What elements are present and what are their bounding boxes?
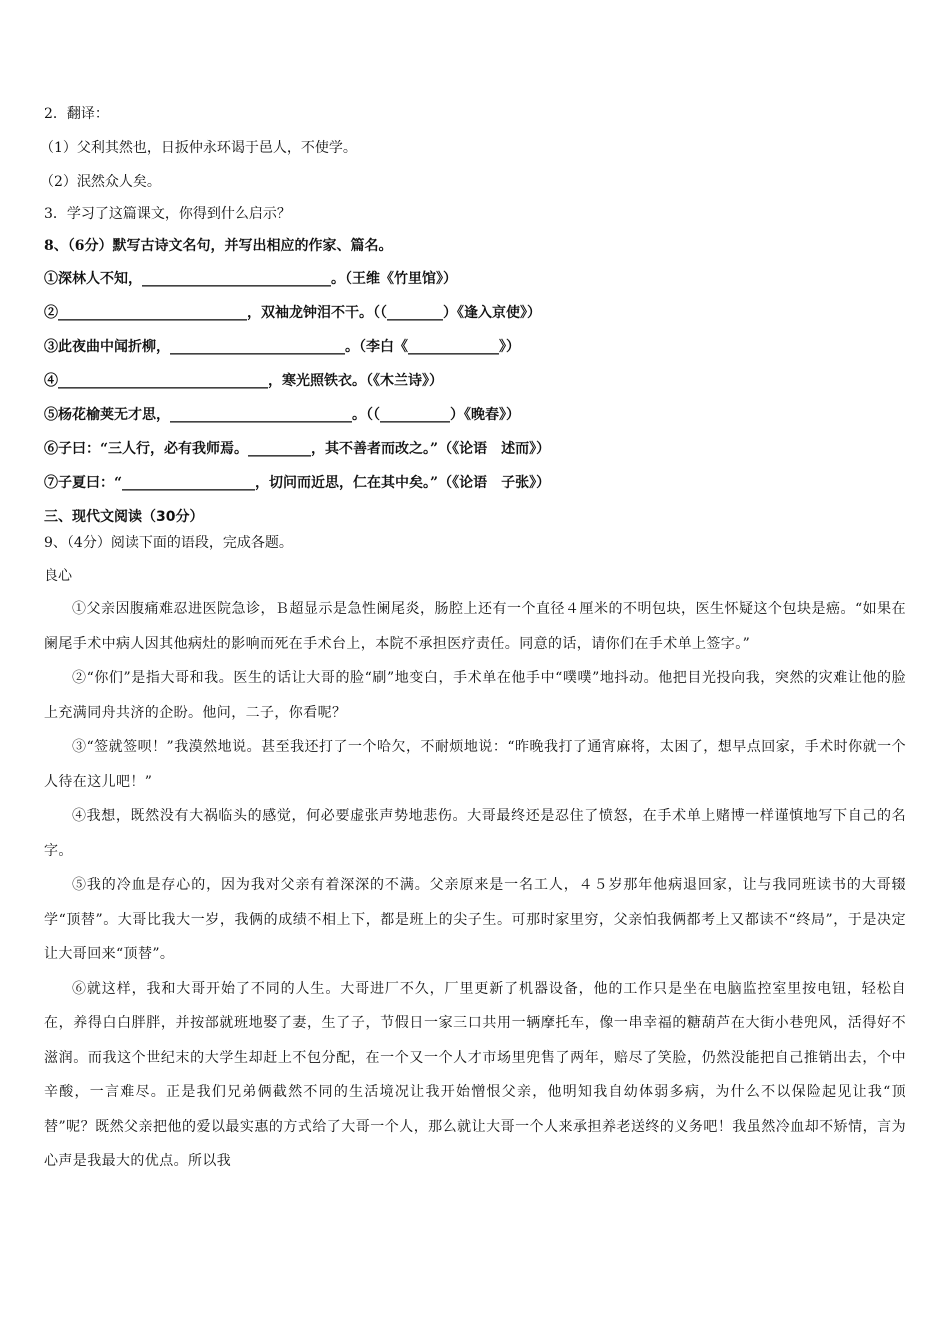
recitation-line-4: ④______________________________，寒光照铁衣。（《木兰诗》）	[44, 373, 443, 389]
recitation-line-5: ⑤杨花榆荚无才思，__________________________。（（__________）《晚春》）	[44, 407, 520, 423]
translation-item-1: （1）父利其然也，日扳仲永环谒于邑人，不使学。	[40, 140, 357, 156]
translation-label: 2．翻译：	[44, 106, 109, 122]
recitation-line-2: ②___________________________，双袖龙钟泪不干。（（________）《逢入京使》）	[44, 305, 541, 321]
paragraph-3: ③“签就签呗！”我漠然地说。甚至我还打了一个哈欠，不耐烦地说：“昨晚我打了通宵麻将，太困了，想早点回家，手术时你就一个人待在这儿吧！”	[44, 739, 906, 790]
recitation-line-1: ①深林人不知，___________________________。（王维《竹里馆》）	[44, 271, 457, 287]
recitation-line-6: ⑥子曰：“三人行，必有我师焉。_________，其不善者而改之。”（《论语 述而》）	[44, 441, 551, 457]
paragraph-2: ②“你们”是指大哥和我。医生的话让大哥的脸“刷”地变白，手术单在他手中“噗噗”地抖动。他把目光投向我，突然的灾难让他的脸上充满同舟共济的企盼。他问，二子，你看呢？	[44, 670, 906, 721]
paragraph-4: ④我想，既然没有大祸临头的感觉，何必要虚张声势地悲伤。大哥最终还是忍住了愤怒，在手术单上赌博一样谨慎地写下自己的名字。	[44, 808, 906, 859]
article-body	[44, 592, 906, 1179]
paragraph-5: ⑤我的冷血是存心的，因为我对父亲有着深深的不满。父亲原来是一名工人，４５岁那年他病退回家，让与我同班读书的大哥辍学“顶替”。大哥比我大一岁，我俩的成绩不相上下，都是班上的尖子生。可那时家里穷，父亲怕我俩都考上又都读不“终局”，于是决定让大哥回来“顶替”。	[44, 877, 906, 962]
paragraph-1: ①父亲因腹痛难忍进医院急诊，Ｂ超显示是急性阑尾炎，肠腔上还有一个直径４厘米的不明包块，医生怀疑这个包块是癌。“如果在阑尾手术中病人因其他病灶的影响而死在手术台上，本院不承担医疗责任。同意的话，请你们在手术单上签字。”	[44, 601, 906, 652]
paragraph-6: ⑥就这样，我和大哥开始了不同的人生。大哥进厂不久，厂里更新了机器设备，他的工作只是坐在电脑监控室里按电钮，轻松自在，养得白白胖胖，并按部就班地娶了妻，生了子，节假日一家三口共用一辆摩托车，像一串幸福的糖葫芦在大街小巷兜风，活得好不滋润。而我这个世纪末的大学生却赶上不包分配，在一个又一个人才市场里兜售了两年，赔尽了笑脸，仍然没能把自己推销出去，个中辛酸，一言难尽。正是我们兄弟俩截然不同的生活境况让我开始憎恨父亲，他明知我自幼体弱多病，为什么不以保险起见让我“顶替”呢？既然父亲把他的爱以最实惠的方式给了大哥一个人，那么就让大哥一个人来承担养老送终的义务吧！我虽然冷血却不矫情，言为心声是我最大的优点。所以我	[44, 980, 906, 1169]
question-8-title: 8、（6分）默写古诗文名句，并写出相应的作家、篇名。	[44, 238, 393, 254]
article-title: 良心	[44, 568, 72, 584]
question-3: 3．学习了这篇课文，你得到什么启示？	[44, 206, 291, 222]
question-9: 9、（4分）阅读下面的语段，完成各题。	[44, 535, 293, 551]
section-3-title: 三、现代文阅读（30分）	[44, 509, 204, 525]
translation-item-2: （2）泯然众人矣。	[40, 174, 161, 190]
recitation-line-7: ⑦子夏曰：“___________________，切问而近思，仁在其中矣。”（《论语 子张》）	[44, 475, 551, 491]
recitation-line-3: ③此夜曲中闻折柳，_________________________。（李白《_____________》）	[44, 339, 520, 355]
